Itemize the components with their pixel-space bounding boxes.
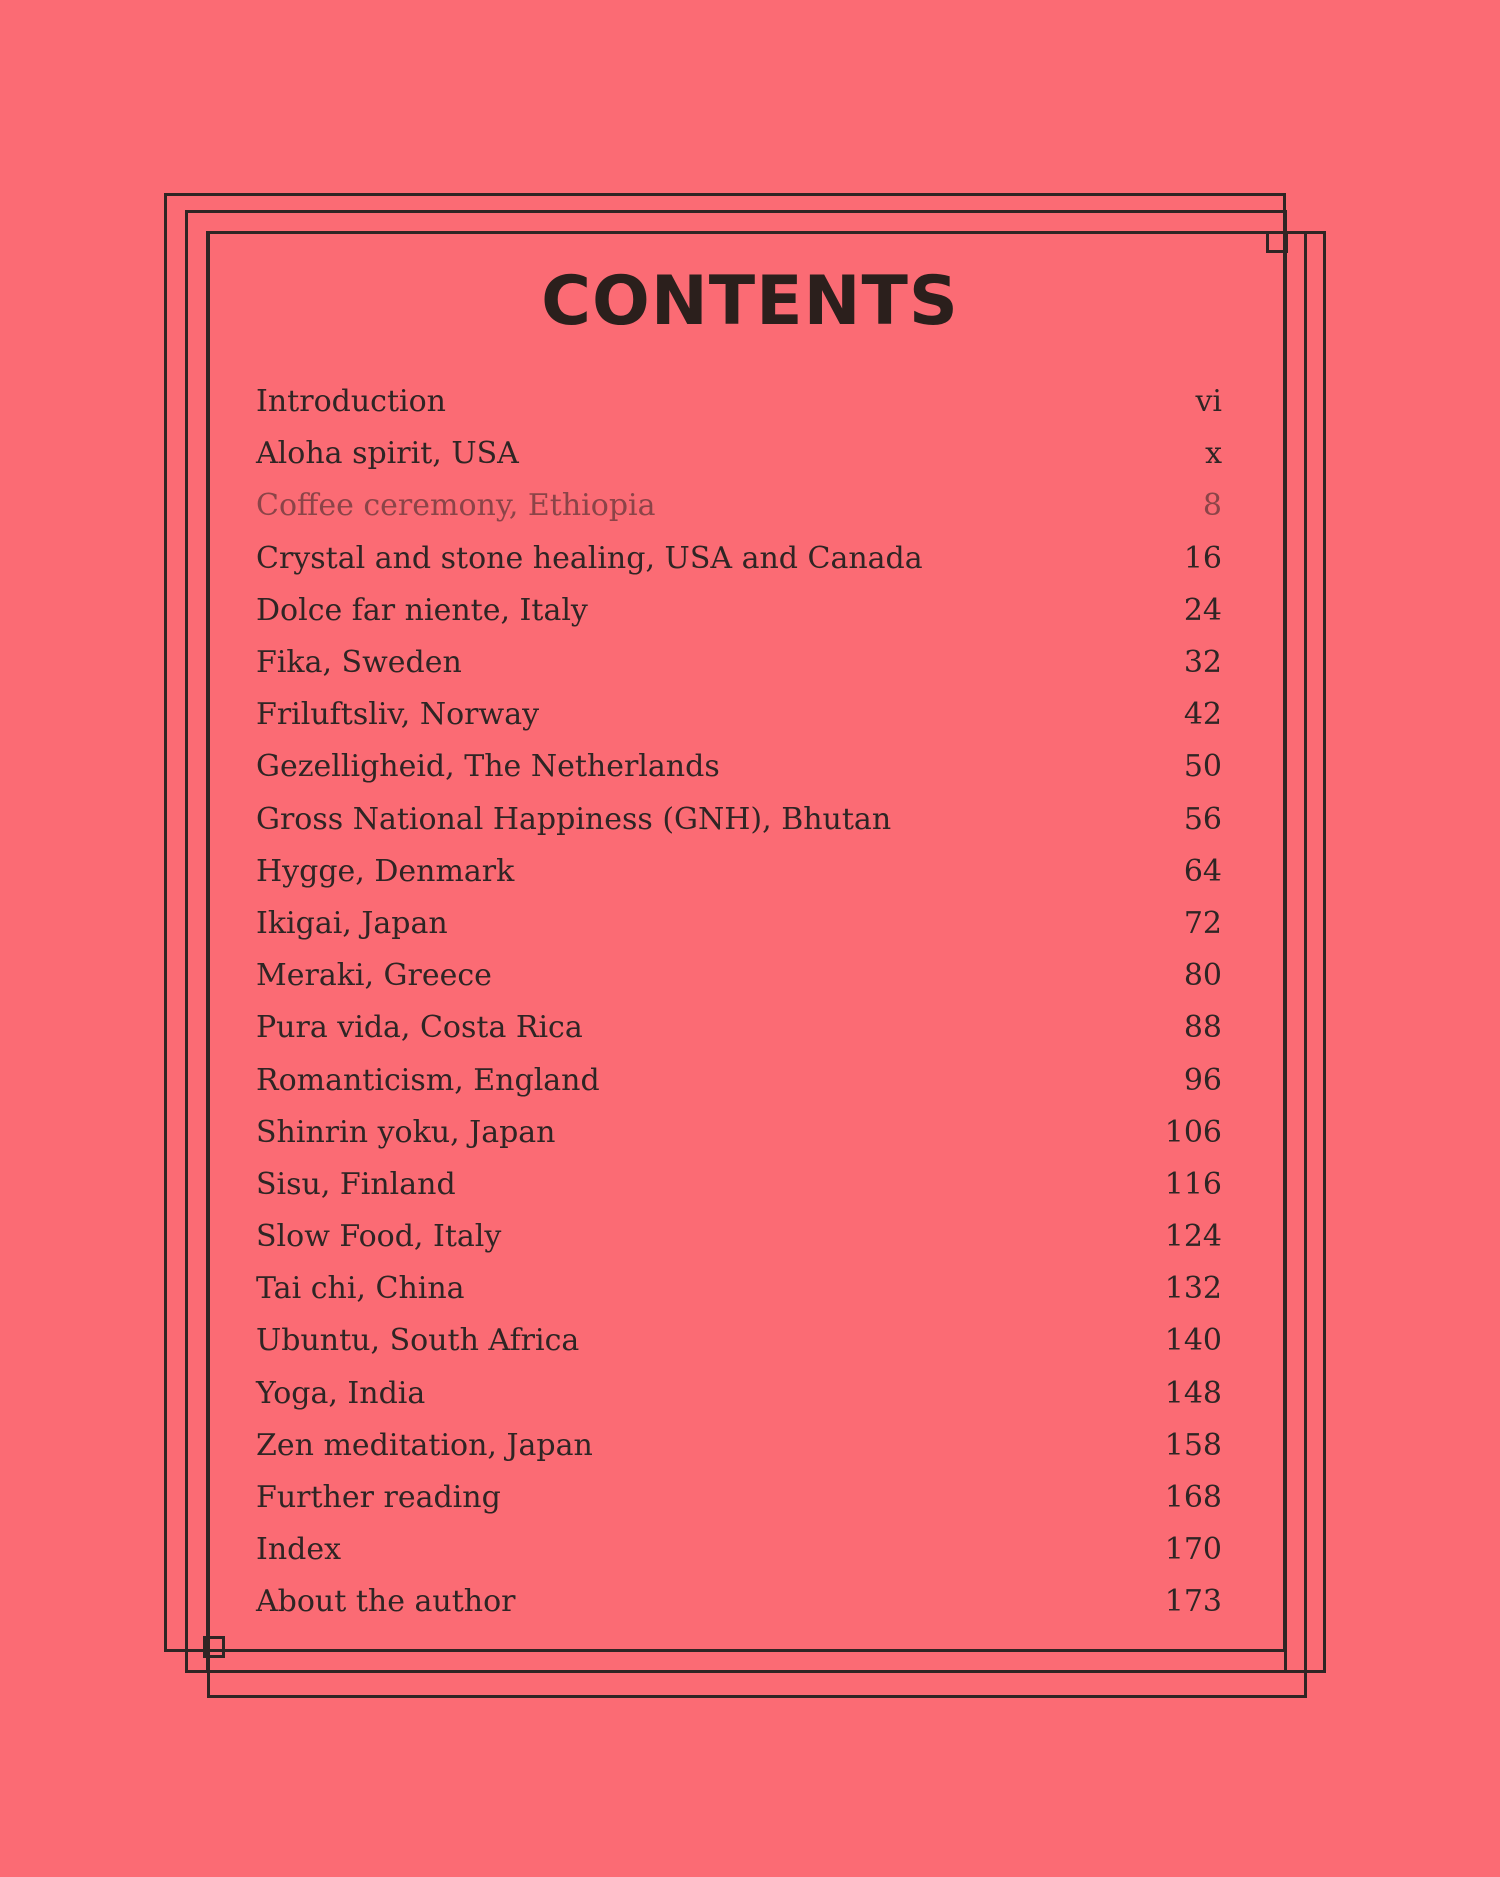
toc-entry-title: Sisu, Finland bbox=[256, 1166, 456, 1202]
toc-entry-page-number: 50 bbox=[1183, 749, 1222, 785]
toc-entry-page-number: 64 bbox=[1183, 853, 1222, 889]
toc-entry-page-number: 170 bbox=[1164, 1532, 1222, 1568]
toc-entry-page-number: vi bbox=[1195, 384, 1222, 420]
toc-entry bbox=[256, 950, 1222, 1002]
toc-entry-title: Gezelligheid, The Netherlands bbox=[256, 749, 720, 785]
toc-entry-page-number: 96 bbox=[1183, 1062, 1222, 1098]
toc-entry bbox=[256, 1524, 1222, 1576]
toc-entry bbox=[256, 1054, 1222, 1106]
toc-entry-page-number: 56 bbox=[1183, 801, 1222, 837]
toc-entry-title: Coffee ceremony, Ethiopia bbox=[256, 488, 656, 524]
toc-entry bbox=[256, 1315, 1222, 1367]
toc-entry-title: Zen meditation, Japan bbox=[256, 1427, 593, 1463]
toc-entry bbox=[256, 689, 1222, 741]
toc-entry bbox=[256, 637, 1222, 689]
toc-entry-page-number: 148 bbox=[1164, 1375, 1222, 1411]
toc-entry-title: Aloha spirit, USA bbox=[256, 436, 519, 472]
toc-entry bbox=[256, 1159, 1222, 1211]
toc-entry-page-number: 72 bbox=[1183, 905, 1222, 941]
toc-entry-title: About the author bbox=[256, 1584, 516, 1620]
table-of-contents bbox=[256, 376, 1222, 1629]
toc-entry bbox=[256, 1107, 1222, 1159]
toc-entry-page-number: 124 bbox=[1164, 1219, 1222, 1255]
toc-entry-title: Meraki, Greece bbox=[256, 958, 492, 994]
toc-entry-page-number: 132 bbox=[1164, 1271, 1222, 1307]
toc-entry-page-number: 173 bbox=[1164, 1584, 1222, 1620]
toc-entry-page-number: x bbox=[1205, 436, 1222, 472]
toc-entry bbox=[256, 585, 1222, 637]
toc-entry-title: Romanticism, England bbox=[256, 1062, 600, 1098]
toc-entry-page-number: 42 bbox=[1183, 697, 1222, 733]
toc-entry bbox=[256, 846, 1222, 898]
toc-entry bbox=[256, 1576, 1222, 1628]
toc-entry-page-number: 168 bbox=[1164, 1480, 1222, 1516]
toc-entry-title: Slow Food, Italy bbox=[256, 1219, 502, 1255]
page-title: CONTENTS bbox=[541, 262, 959, 341]
toc-entry bbox=[256, 376, 1222, 428]
toc-entry-page-number: 32 bbox=[1183, 645, 1222, 681]
toc-entry bbox=[256, 1472, 1222, 1524]
toc-entry-title: Pura vida, Costa Rica bbox=[256, 1010, 583, 1046]
toc-entry-page-number: 24 bbox=[1183, 592, 1222, 628]
toc-entry-page-number: 158 bbox=[1164, 1427, 1222, 1463]
toc-entry bbox=[256, 428, 1222, 480]
toc-entry bbox=[256, 533, 1222, 585]
toc-entry-title: Fika, Sweden bbox=[256, 645, 462, 681]
toc-entry-page-number: 16 bbox=[1183, 540, 1222, 576]
toc-entry-title: Yoga, India bbox=[256, 1375, 426, 1411]
toc-entry bbox=[256, 898, 1222, 950]
toc-entry-title: Shinrin yoku, Japan bbox=[256, 1114, 556, 1150]
toc-entry bbox=[256, 1420, 1222, 1472]
toc-entry-title: Ikigai, Japan bbox=[256, 905, 448, 941]
toc-entry-title: Tai chi, China bbox=[256, 1271, 465, 1307]
toc-entry-page-number: 106 bbox=[1164, 1114, 1222, 1150]
toc-entry-title: Introduction bbox=[256, 384, 446, 420]
toc-entry-page-number: 8 bbox=[1202, 488, 1222, 524]
frame-corner-top-right bbox=[1266, 231, 1288, 253]
toc-entry bbox=[256, 1368, 1222, 1420]
toc-entry bbox=[256, 794, 1222, 846]
toc-entry bbox=[256, 1211, 1222, 1263]
toc-entry bbox=[256, 480, 1222, 532]
toc-entry-title: Gross National Happiness (GNH), Bhutan bbox=[256, 801, 892, 837]
toc-entry-title: Crystal and stone healing, USA and Canada bbox=[256, 540, 923, 576]
frame-corner-bottom-left bbox=[203, 1636, 225, 1658]
toc-entry bbox=[256, 1263, 1222, 1315]
toc-entry-title: Ubuntu, South Africa bbox=[256, 1323, 580, 1359]
toc-entry-title: Index bbox=[256, 1532, 342, 1568]
toc-entry-page-number: 140 bbox=[1164, 1323, 1222, 1359]
toc-entry-title: Further reading bbox=[256, 1480, 501, 1516]
toc-entry bbox=[256, 741, 1222, 793]
toc-entry-title: Friluftsliv, Norway bbox=[256, 697, 540, 733]
toc-entry-title: Hygge, Denmark bbox=[256, 853, 515, 889]
toc-entry-page-number: 80 bbox=[1183, 958, 1222, 994]
toc-entry-title: Dolce far niente, Italy bbox=[256, 592, 588, 628]
toc-entry-page-number: 116 bbox=[1164, 1166, 1222, 1202]
toc-entry bbox=[256, 1002, 1222, 1054]
toc-entry-page-number: 88 bbox=[1183, 1010, 1222, 1046]
